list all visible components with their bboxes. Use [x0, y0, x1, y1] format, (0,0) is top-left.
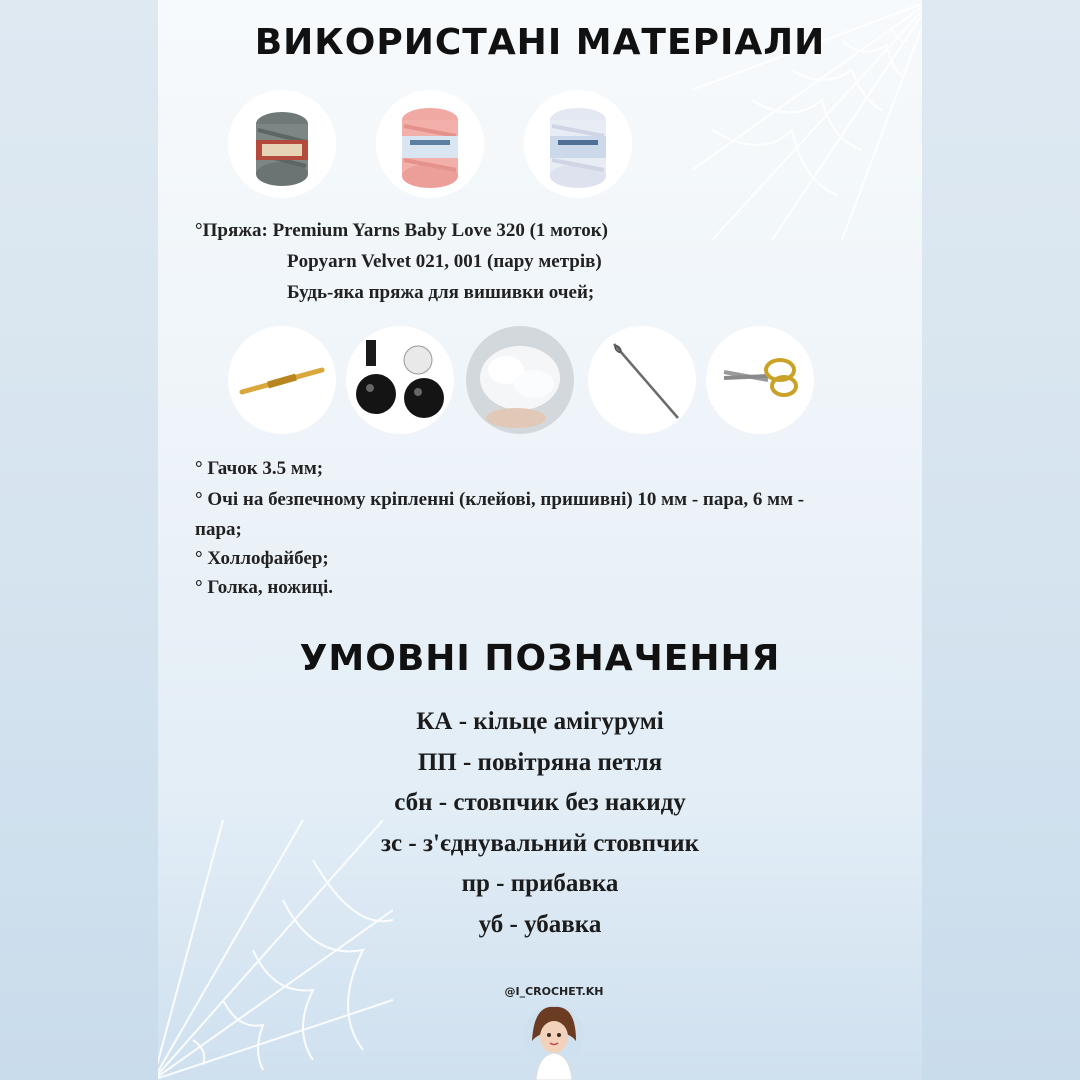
tools-line-4: ° Холлофайбер; [195, 548, 329, 569]
scissors-icon [706, 326, 814, 434]
legend-item: ПП - повітряна петля [417, 748, 663, 776]
logo-handle: @I_CROCHET.KH [504, 985, 604, 998]
legend-item: пр - прибавка [461, 870, 619, 897]
instruction-card [158, 0, 922, 1080]
white-yarn-skein-icon [524, 90, 632, 198]
hollow-fiber-icon [466, 326, 574, 434]
yarn-line-2: Popyarn Velvet 021, 001 (пару метрів) [287, 251, 602, 272]
legend-list [158, 702, 922, 945]
pink-yarn-skein-icon [376, 90, 484, 198]
crochet-hook-icon [228, 326, 336, 434]
legend-title: УМОВНІ ПОЗНАЧЕННЯ [299, 638, 781, 679]
legend-item: КА - кільце амігурумі [416, 708, 664, 735]
safety-eyes-icon [346, 326, 454, 434]
tools-line-5: ° Голка, ножиці. [195, 577, 334, 598]
yarn-line-3: Будь-яка пряжа для вишивки очей; [287, 282, 595, 303]
crochet-girl-logo-icon [504, 985, 604, 1080]
materials-title: ВИКОРИСТАНІ МАТЕРІАЛИ [254, 22, 826, 63]
needle-icon [588, 326, 696, 434]
legend-item: уб - убавка [478, 910, 602, 938]
tools-line-2: ° Очі на безпечному кріпленні (клейові, пришивні) 10 мм - пара, 6 мм - [195, 489, 805, 510]
tools-line-3: пара; [195, 519, 242, 540]
gray-yarn-skein-icon [228, 90, 336, 198]
legend-item: сбн - стовпчик без накиду [394, 789, 686, 816]
tools-line-1: ° Гачок 3.5 мм; [195, 458, 324, 479]
yarn-line-1: °Пряжа: Premium Yarns Baby Love 320 (1 моток) [195, 220, 608, 241]
legend-item: зс - з'єднувальний стовпчик [381, 829, 699, 857]
